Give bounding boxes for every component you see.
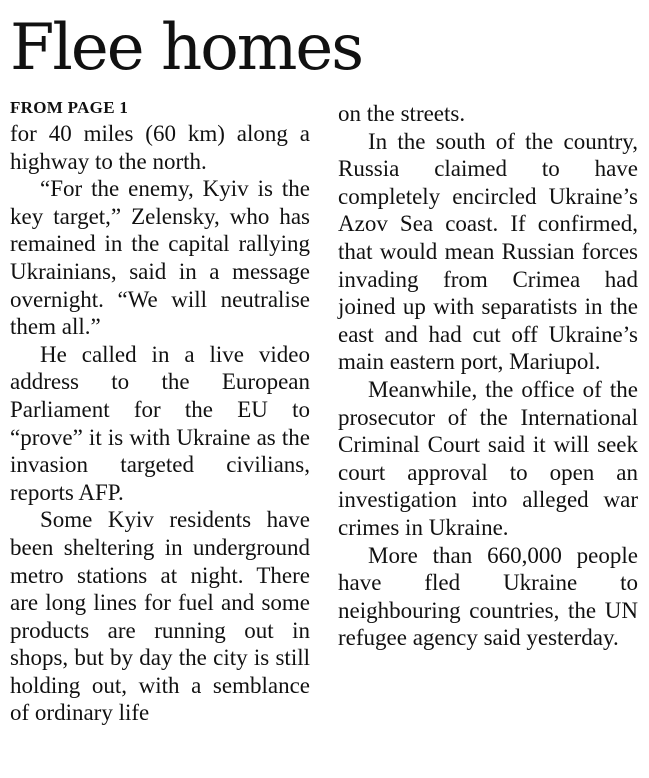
paragraph-icc-prosecutor: Meanwhile, the office of the prosecutor of the International Criminal Court said it will seek court approval to open an investigation into alleged war crimes in Ukraine.: [338, 376, 638, 540]
article-column-right: [338, 96, 638, 652]
continuation-kicker: FROM PAGE 1: [10, 98, 129, 117]
headline: Flee homes: [10, 11, 363, 85]
paragraph-european-parliament: He called in a live video address to the European Parliament for the EU to “prove” it is with Ukraine as the invasion targeted civilians, reports AFP.: [10, 341, 310, 505]
article-column-left: [10, 96, 310, 727]
paragraph-continued-streets: on the streets.: [338, 101, 466, 126]
paragraph-zelensky-quote: “For the enemy, Kyiv is the key target,” Zelensky, who has remained in the capital rallying Ukrainians, said in a message overnight. “We will neutralise them all.”: [10, 176, 310, 340]
paragraph-azov-sea: In the south of the country, Russia claimed to have completely encircled Ukraine’s Azov Sea coast. If confirmed, that would mean Russian forces invading from Crimea had joined up with separatists in the east and had cut off Ukraine’s main eastern port, Mariupol.: [338, 128, 638, 375]
paragraph-refugees: More than 660,000 people have fled Ukraine to neighbouring countries, the UN refugee agency said yesterday.: [338, 542, 638, 651]
paragraph-kyiv-residents: Some Kyiv residents have been sheltering in underground metro stations at night. There are long lines for fuel and some products are running out in shops, but by day the city is still holding out, with a semblance of ordinary life: [10, 507, 310, 726]
paragraph-continued: for 40 miles (60 km) along a highway to the north.: [10, 121, 310, 174]
